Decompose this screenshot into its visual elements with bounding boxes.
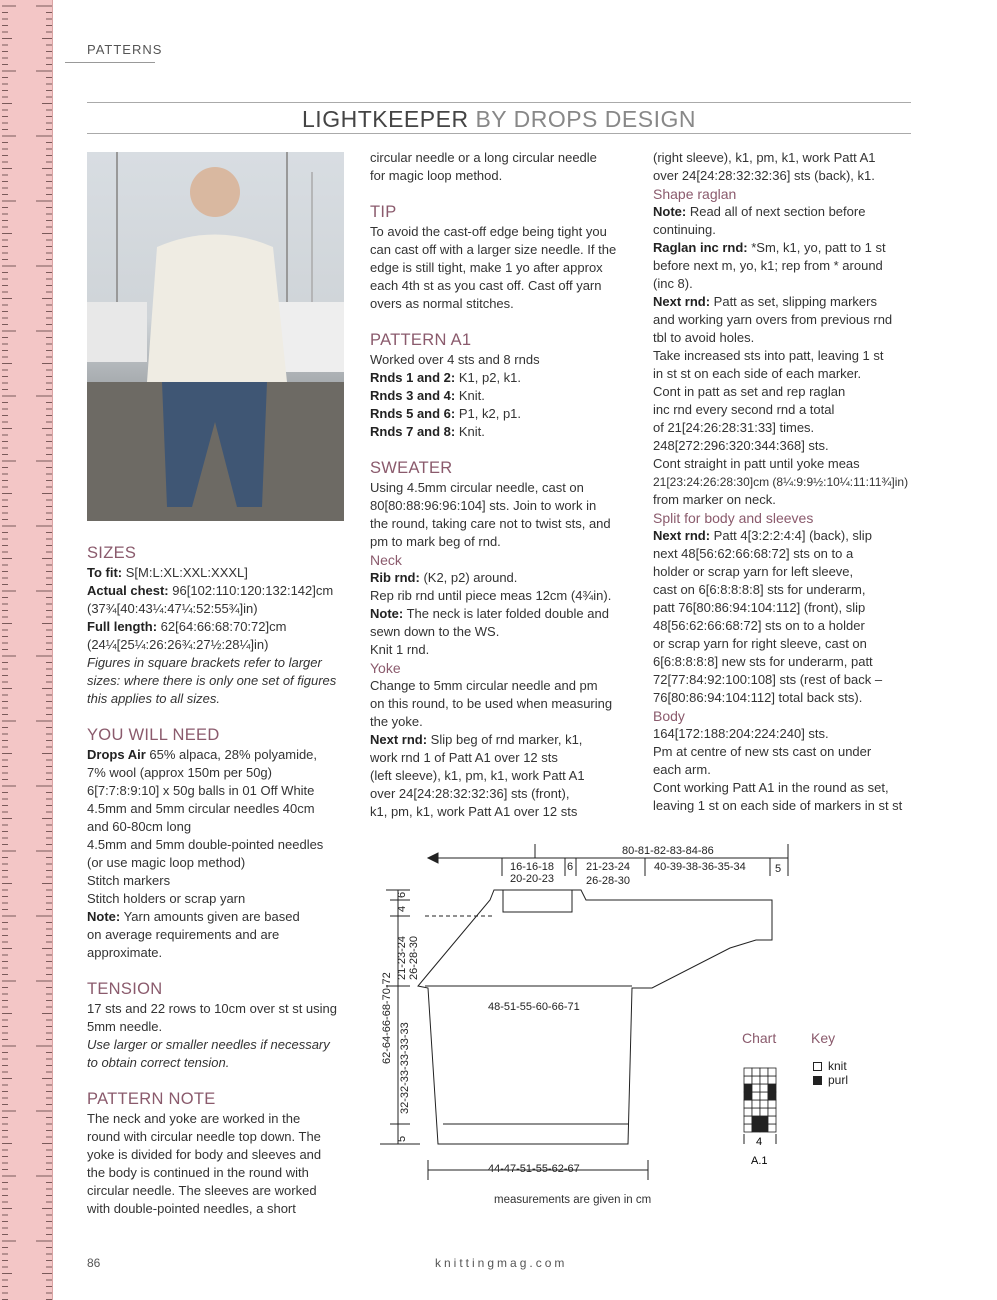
tip-heading: TIP — [370, 203, 397, 221]
next-rnd-3: (left sleeve), k1, pm, k1, work Patt A1 — [370, 768, 585, 783]
pa-rnds-7-8-label: Rnds 7 and 8: — [370, 424, 456, 439]
body-4: Cont working Patt A1 in the round as set, — [653, 780, 889, 795]
body-5: leaving 1 st on each side of markers in st st — [653, 798, 903, 813]
tension-3: Use larger or smaller needles if necessary — [87, 1037, 330, 1052]
raglan-text-2: in st st on each side of each marker. — [653, 366, 862, 381]
raglan-inc-label: Raglan inc rnd: — [653, 240, 748, 255]
next-rnd-2: work rnd 1 of Patt A1 over 12 sts — [370, 750, 558, 765]
body-heading: Body — [653, 708, 685, 724]
pa-rnds-7-8-text: Knit. — [455, 424, 485, 439]
chest-label: Actual chest: — [87, 583, 169, 598]
pattern-a1-heading: PATTERN A1 — [370, 331, 472, 349]
raglan-text-5: of 21[24:26:28:31:33] times. — [653, 420, 815, 435]
label-v5: 5 — [396, 1135, 408, 1142]
sizes-note-3: this applies to all sizes. — [87, 691, 220, 706]
chart-cell-knit — [760, 1108, 768, 1116]
title-rule-top — [87, 102, 911, 103]
section-label: PATTERNS — [87, 42, 163, 57]
chart-cell-knit — [752, 1108, 760, 1116]
chart-cell-knit — [760, 1084, 768, 1092]
chart-cell-knit — [760, 1076, 768, 1084]
pa-rnds-5-6-text: P1, k2, p1. — [455, 406, 522, 421]
to-fit-value: S[M:L:XL:XXL:XXXL] — [125, 565, 248, 580]
chart-cell-knit — [744, 1100, 752, 1108]
neck-note-1 — [370, 605, 635, 623]
neck-note-label: Note: — [370, 606, 404, 621]
chart-cell-purl — [752, 1124, 760, 1132]
pattern-note-3: yoke is divided for body and sleeves and — [87, 1147, 322, 1162]
pa-rnds-7-8 — [370, 423, 635, 441]
chart-cell-knit — [744, 1116, 752, 1124]
knit-label: knit — [828, 1059, 847, 1073]
next-rnd-1 — [370, 731, 635, 749]
sweater-4: pm to mark beg of rnd. — [370, 534, 501, 549]
length-cm: 62[64:66:68:70:72]cm — [160, 619, 287, 634]
split-2: next 48[56:62:66:68:72] sts on to a — [653, 546, 854, 561]
chart-cell-knit — [752, 1068, 760, 1076]
pa-rnds-5-6-label: Rnds 5 and 6: — [370, 406, 456, 421]
chart-cell-knit — [768, 1068, 776, 1076]
next-rnd-r1 — [653, 293, 918, 311]
yarn-line-1 — [87, 746, 347, 764]
measurement-note: measurements are given in cm — [494, 1194, 652, 1206]
pa-rnds-1-2-text: K1, p2, k1. — [455, 370, 522, 385]
label-shoulder-1: 21-23-24 — [586, 861, 631, 873]
tip-4: each 4th st as you cast off. Cast off yarn — [370, 278, 602, 293]
chart-cell-purl — [744, 1084, 752, 1092]
label-five-right: 5 — [775, 863, 782, 875]
label-sleeve: 40-39-38-36-35-34 — [654, 861, 746, 873]
raglan-note-label: Note: — [653, 204, 687, 219]
yarn-label: Drops Air — [87, 747, 146, 762]
raglan-note-1 — [653, 203, 918, 221]
split-3: holder or scrap yarn for left sleeve, — [653, 564, 854, 579]
need-line-4: (or use magic loop method) — [87, 855, 246, 870]
need-note-text: Yarn amounts given are based — [120, 909, 300, 924]
neck-note-text: The neck is later folded double and — [403, 606, 609, 621]
need-note-label: Note: — [87, 909, 121, 924]
raglan-text-4: inc rnd every second rnd a total — [653, 402, 835, 417]
page-title — [87, 106, 911, 133]
stitch-chart — [736, 1052, 786, 1172]
chart-cell-knit — [768, 1108, 776, 1116]
pa-intro: Worked over 4 sts and 8 rnds — [370, 352, 540, 367]
chart-cell-purl — [768, 1092, 776, 1100]
next-rnd-r2: and working yarn overs from previous rnd — [653, 312, 893, 327]
sizes-heading: SIZES — [87, 544, 137, 562]
raglan-inc-text: *Sm, k1, yo, patt to 1 st — [747, 240, 886, 255]
to-fit-label: To fit: — [87, 565, 123, 580]
chart-cell-knit — [752, 1076, 760, 1084]
pattern-note-2: round with circular needle top down. The — [87, 1129, 321, 1144]
raglan-inc-3: (inc 8). — [653, 276, 693, 291]
purl-label: purl — [828, 1073, 849, 1087]
section-underline — [65, 62, 155, 63]
tip-3: edge is still tight, make 1 yo after approx — [370, 260, 603, 275]
column-1 — [87, 542, 347, 1218]
chart-cell-purl — [768, 1084, 776, 1092]
split-7: or scrap yarn for right sleeve, cast on — [653, 636, 867, 651]
chart-cell-knit — [768, 1076, 776, 1084]
tip-1: To avoid the cast-off edge being tight you — [370, 224, 607, 239]
photo-illustration — [87, 152, 344, 521]
tension-4: to obtain correct tension. — [87, 1055, 230, 1070]
yarn-composition: 65% alpaca, 28% polyamide, — [145, 747, 318, 762]
next-rnd-r-text: Patt as set, slipping markers — [710, 294, 877, 309]
label-total-width: 80-81-82-83-84-86 — [622, 845, 714, 857]
split-10: 76[80:86:94:104:112] total back sts). — [653, 690, 863, 705]
knit-symbol — [813, 1062, 822, 1071]
split-label: Next rnd: — [653, 528, 711, 543]
garment-outline — [418, 890, 772, 1144]
split-heading: Split for body and sleeves — [653, 510, 814, 526]
neck-1: Rep rib rnd until piece meas 12cm (4¾in). — [370, 588, 612, 603]
raglan-inc-1 — [653, 239, 918, 257]
pattern-note-6: with double-pointed needles, a short — [87, 1201, 296, 1216]
length-label: Full length: — [87, 619, 158, 634]
label-full-length: 62-64-66-68-70-72 — [381, 972, 393, 1064]
chart-cell-knit — [768, 1100, 776, 1108]
neck-heading: Neck — [370, 552, 402, 568]
pa-rnds-3-4 — [370, 387, 635, 405]
label-neck-1: 16-16-18 — [510, 861, 555, 873]
chart-cell-purl — [752, 1116, 760, 1124]
pattern-note-4: the body is continued in the round with — [87, 1165, 309, 1180]
raglan-note-text: Read all of next section before — [686, 204, 866, 219]
next-rnd-r-label: Next rnd: — [653, 294, 711, 309]
need-line-2: and 60-80cm long — [87, 819, 192, 834]
chart-cell-purl — [744, 1092, 752, 1100]
sweater-3: the round, taking care not to twist sts, and — [370, 516, 611, 531]
top-arrow-head — [428, 853, 438, 863]
title-by: BY DROPS DESIGN — [475, 106, 696, 132]
raglan-text-3: Cont in patt as set and rep raglan — [653, 384, 846, 399]
pa-rnds-5-6 — [370, 405, 635, 423]
label-v6: 6 — [396, 891, 408, 898]
label-v4: 4 — [396, 905, 408, 912]
label-six: 6 — [567, 861, 574, 873]
chart-heading: Chart — [742, 1030, 777, 1046]
raglan-inc-2: before next m, yo, k1; rep from * around — [653, 258, 883, 273]
label-yoke-1: 21-23-24 — [396, 935, 408, 980]
split-text: Patt 4[3:2:2:4:4] (back), slip — [710, 528, 872, 543]
chart-cell-knit — [744, 1076, 752, 1084]
full-length — [87, 618, 347, 636]
title-main: LIGHTKEEPER — [302, 106, 469, 132]
split-5: patt 76[80:86:94:104:112] (front), slip — [653, 600, 866, 615]
raglan-text-8: 21[23:24:26:28:30]cm (8¼:9:9½:10¼:11:11¾]in) — [653, 475, 909, 489]
site-url: knittingmag.com — [435, 1256, 568, 1270]
label-shoulder-2: 26-28-30 — [586, 875, 631, 887]
neck-3: Knit 1 rnd. — [370, 642, 430, 657]
rib-rnd — [370, 569, 635, 587]
need-line-5: Stitch markers — [87, 873, 171, 888]
column-2 — [370, 149, 635, 821]
chart-cell-knit — [760, 1100, 768, 1108]
chest-cm: 96[102:110:120:132:142]cm — [172, 583, 334, 598]
chart-cell-knit — [744, 1068, 752, 1076]
column-3 — [653, 149, 918, 815]
split-1 — [653, 527, 918, 545]
label-hem: 44-47-51-55-62-67 — [488, 1163, 580, 1175]
yarn-line-3: 6[7:7:8:9:10] x 50g balls in 01 Off White — [87, 783, 315, 798]
next-rnd-r3: tbl to avoid holes. — [653, 330, 755, 345]
sweater-1: Using 4.5mm circular needle, cast on — [370, 480, 584, 495]
chart-cell-knit — [768, 1124, 776, 1132]
body-2: Pm at centre of new sts cast on under — [653, 744, 872, 759]
chart-cell-knit — [768, 1116, 776, 1124]
chart-cell-purl — [760, 1116, 768, 1124]
raglan-text-7: Cont straight in patt until yoke meas — [653, 456, 860, 471]
you-will-need-heading: YOU WILL NEED — [87, 726, 220, 744]
next-rnd-5: k1, pm, k1, work Patt A1 over 12 sts — [370, 804, 578, 819]
need-line-1: 4.5mm and 5mm circular needles 40cm — [87, 801, 315, 816]
yoke-2: on this round, to be used when measuring — [370, 696, 613, 711]
need-line-3: 4.5mm and 5mm double-pointed needles — [87, 837, 324, 852]
tension-1: 17 sts and 22 rows to 10cm over st st using — [87, 1001, 338, 1016]
next-rnd-label: Next rnd: — [370, 732, 428, 747]
chart-width-label: 4 — [756, 1136, 763, 1148]
next-rnd-text: Slip beg of rnd marker, k1, — [427, 732, 583, 747]
split-8: 6[6:8:8:8:8] new sts for underarm, patt — [653, 654, 873, 669]
need-line-6: Stitch holders or scrap yarn — [87, 891, 246, 906]
chart-cell-knit — [752, 1100, 760, 1108]
pattern-note-1: The neck and yoke are worked in the — [87, 1111, 301, 1126]
chart-cell-knit — [760, 1068, 768, 1076]
pa-rnds-1-2 — [370, 369, 635, 387]
yoke-1: Change to 5mm circular needle and pm — [370, 678, 598, 693]
tension-heading: TENSION — [87, 980, 163, 998]
c2-line-1: circular needle or a long circular needle — [370, 150, 597, 165]
split-4: cast on 6[6:8:8:8:8] sts for underarm, — [653, 582, 866, 597]
key-heading: Key — [811, 1030, 836, 1046]
tip-2: can cast off with a larger size needle. If the — [370, 242, 617, 257]
raglan-text-1: Take increased sts into patt, leaving 1 st — [653, 348, 884, 363]
c3-line-1: (right sleeve), k1, pm, k1, work Patt A1 — [653, 150, 876, 165]
ruler-ticks — [0, 0, 52, 1300]
sizes-note-2: sizes: where there is only one set of figures — [87, 673, 337, 688]
key-purl — [813, 1073, 848, 1087]
purl-symbol — [813, 1076, 822, 1085]
yoke-heading: Yoke — [370, 660, 401, 676]
next-rnd-4: over 24[24:28:32:32:36] sts (front), — [370, 786, 570, 801]
label-chest: 48-51-55-60-66-71 — [488, 1001, 580, 1013]
label-body-length: 32-32-33-33-33-33 — [399, 1022, 411, 1114]
label-neck-2: 20-20-23 — [510, 873, 555, 885]
shape-raglan-heading: Shape raglan — [653, 186, 737, 202]
tension-2: 5mm needle. — [87, 1019, 163, 1034]
pa-rnds-1-2-label: Rnds 1 and 2: — [370, 370, 456, 385]
sizes-note-1: Figures in square brackets refer to larger — [87, 655, 322, 670]
chart-cell-knit — [752, 1084, 760, 1092]
ruler-margin — [0, 0, 53, 1300]
to-fit — [87, 564, 347, 582]
actual-chest — [87, 582, 347, 600]
pattern-note-heading: PATTERN NOTE — [87, 1090, 216, 1108]
label-yoke-2: 26-28-30 — [408, 935, 420, 980]
sweater-heading: SWEATER — [370, 459, 453, 477]
yoke-3: the yoke. — [370, 714, 423, 729]
chart-cell-knit — [760, 1092, 768, 1100]
need-note-3: approximate. — [87, 945, 163, 960]
c3-line-2: over 24[24:28:32:32:36] sts (back), k1. — [653, 168, 875, 183]
rib-text: (K2, p2) around. — [419, 570, 518, 585]
raglan-note-2: continuing. — [653, 222, 716, 237]
need-note-1 — [87, 908, 347, 926]
chest-in: (37¾[40:43¼:47¼:52:55¾]in) — [87, 601, 258, 616]
pa-rnds-3-4-text: Knit. — [455, 388, 485, 403]
need-note-2: on average requirements and are — [87, 927, 280, 942]
chart-cell-knit — [752, 1092, 760, 1100]
split-6: 48[56:62:66:68:72] sts on to a holder — [653, 618, 865, 633]
model-photo — [87, 152, 344, 521]
body-1: 164[172:188:204:224:240] sts. — [653, 726, 829, 741]
chart-cell-knit — [744, 1108, 752, 1116]
yarn-line-2: 7% wool (approx 150m per 50g) — [87, 765, 272, 780]
chart-name-label: A.1 — [751, 1155, 768, 1167]
tip-5: overs as normal stitches. — [370, 296, 514, 311]
body-3: each arm. — [653, 762, 711, 777]
chart-cell-knit — [744, 1124, 752, 1132]
split-9: 72[77:84:92:100:108] sts (rest of back – — [653, 672, 883, 687]
pattern-note-5: circular needle. The sleeves are worked — [87, 1183, 317, 1198]
raglan-text-9: from marker on neck. — [653, 492, 776, 507]
title-rule-bottom — [87, 133, 911, 134]
sweater-2: 80[80:88:96:96:104] sts. Join to work in — [370, 498, 597, 513]
chart-cell-purl — [760, 1124, 768, 1132]
pa-rnds-3-4-label: Rnds 3 and 4: — [370, 388, 456, 403]
rib-label: Rib rnd: — [370, 570, 420, 585]
key-knit — [813, 1059, 847, 1073]
page-number: 86 — [87, 1256, 101, 1270]
raglan-text-6: 248[272:296:320:344:368] sts. — [653, 438, 829, 453]
neck-note-2: sewn down to the WS. — [370, 624, 500, 639]
length-in: (24¼[25¼:26:26¾:27½:28¼]in) — [87, 637, 269, 652]
c2-line-2: for magic loop method. — [370, 168, 503, 183]
